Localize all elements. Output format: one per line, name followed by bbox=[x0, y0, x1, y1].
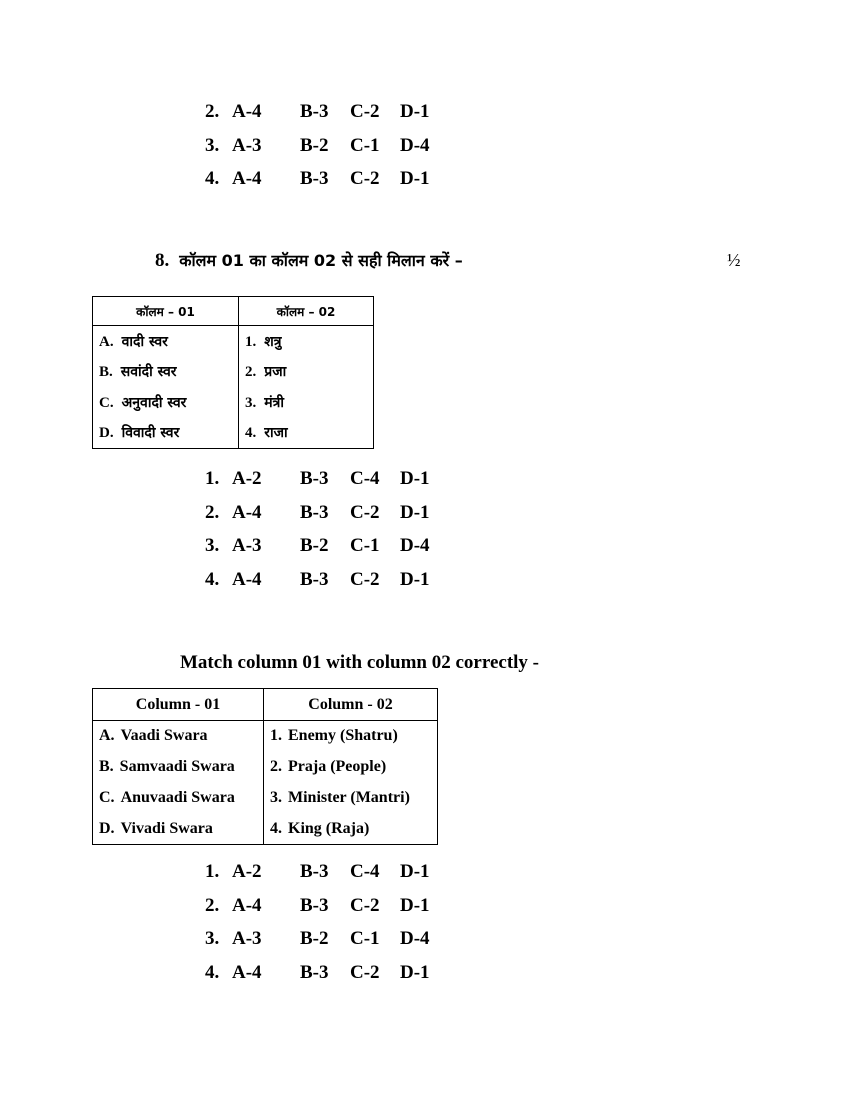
option-row bbox=[205, 462, 465, 496]
option-b: B-3 bbox=[300, 501, 329, 523]
option-c: C-1 bbox=[350, 134, 380, 156]
table-cell bbox=[93, 721, 264, 752]
option-row bbox=[205, 496, 465, 530]
option-d: D-1 bbox=[400, 168, 430, 189]
cell-text: शत्रु bbox=[264, 333, 282, 350]
cell-text: सवांदी स्वर bbox=[120, 364, 177, 381]
option-d: D-1 bbox=[400, 468, 430, 489]
row-label: 2. bbox=[245, 364, 257, 381]
option-d: D-4 bbox=[400, 535, 430, 556]
option-c: C-2 bbox=[350, 894, 380, 916]
option-row bbox=[205, 889, 465, 923]
option-b: B-3 bbox=[300, 894, 329, 916]
option-number: 2. bbox=[205, 101, 220, 122]
cell-text: विवादी स्वर bbox=[121, 425, 180, 442]
english-question-heading: Match column 01 with column 02 correctly - bbox=[180, 652, 540, 673]
option-c: C-1 bbox=[350, 928, 380, 949]
question-number: 8. bbox=[155, 250, 170, 271]
table-cell bbox=[239, 387, 374, 418]
row-label: A. bbox=[99, 727, 115, 745]
row-label: B. bbox=[99, 758, 114, 776]
table-cell bbox=[93, 418, 239, 449]
option-b: B-3 bbox=[300, 568, 329, 590]
row-label: 4. bbox=[270, 819, 282, 837]
row-label: A. bbox=[99, 333, 114, 350]
row-label: C. bbox=[99, 788, 115, 806]
option-c: C-1 bbox=[350, 535, 380, 556]
option-b: B-3 bbox=[300, 101, 329, 122]
option-a: A-4 bbox=[232, 101, 262, 122]
cell-text: अनुवादी स्वर bbox=[121, 394, 187, 411]
row-label: 1. bbox=[245, 333, 257, 350]
option-number: 4. bbox=[205, 961, 220, 983]
column-header: Column - 01 bbox=[93, 689, 264, 721]
option-b: B-3 bbox=[300, 961, 329, 983]
question-marks: ½ bbox=[727, 250, 741, 270]
option-b: B-3 bbox=[300, 168, 329, 189]
option-row bbox=[205, 956, 465, 990]
option-c: C-2 bbox=[350, 501, 380, 523]
option-c: C-2 bbox=[350, 168, 380, 189]
cell-text: प्रजा bbox=[264, 364, 287, 381]
option-row bbox=[205, 129, 465, 163]
table-cell bbox=[264, 721, 438, 752]
table-row bbox=[93, 326, 374, 357]
option-row bbox=[205, 529, 465, 563]
table-row bbox=[93, 752, 438, 783]
option-number: 4. bbox=[205, 568, 220, 590]
option-a: A-4 bbox=[232, 501, 262, 523]
cell-text: वादी स्वर bbox=[121, 333, 168, 350]
cell-text: Vivadi Swara bbox=[120, 819, 213, 837]
row-label: 2. bbox=[270, 758, 282, 776]
option-b: B-2 bbox=[300, 928, 329, 949]
option-row bbox=[205, 855, 465, 889]
option-a: A-3 bbox=[232, 928, 262, 949]
row-label: D. bbox=[99, 425, 114, 442]
options-hindi bbox=[205, 462, 465, 596]
option-number: 3. bbox=[205, 928, 220, 949]
table-row bbox=[93, 357, 374, 388]
column-header: Column - 02 bbox=[264, 689, 438, 721]
cell-text: King (Raja) bbox=[288, 819, 370, 837]
table-header-row bbox=[93, 689, 438, 721]
row-label: C. bbox=[99, 394, 114, 411]
option-b: B-2 bbox=[300, 535, 329, 556]
table-cell bbox=[93, 813, 264, 844]
cell-text: Minister (Mantri) bbox=[288, 788, 410, 806]
options-english bbox=[205, 855, 465, 989]
option-c: C-2 bbox=[350, 101, 380, 122]
option-d: D-1 bbox=[400, 961, 430, 983]
cell-text: Enemy (Shatru) bbox=[288, 727, 398, 745]
option-a: A-4 bbox=[232, 568, 262, 590]
option-d: D-1 bbox=[400, 568, 430, 590]
table-cell bbox=[264, 783, 438, 814]
cell-text: Praja (People) bbox=[288, 758, 387, 776]
cell-text: मंत्री bbox=[264, 394, 284, 411]
option-d: D-1 bbox=[400, 894, 430, 916]
row-label: D. bbox=[99, 819, 115, 837]
row-label: 4. bbox=[245, 425, 257, 442]
option-c: C-4 bbox=[350, 468, 380, 489]
option-number: 2. bbox=[205, 894, 220, 916]
options-top bbox=[205, 95, 465, 196]
option-d: D-4 bbox=[400, 134, 430, 156]
option-row bbox=[205, 95, 465, 129]
option-d: D-1 bbox=[400, 101, 430, 122]
option-number: 3. bbox=[205, 134, 220, 156]
table-row bbox=[93, 813, 438, 844]
option-a: A-3 bbox=[232, 535, 262, 556]
cell-text: Vaadi Swara bbox=[120, 727, 208, 745]
table-row bbox=[93, 418, 374, 449]
table-cell bbox=[264, 752, 438, 783]
table-cell bbox=[93, 752, 264, 783]
match-table-hindi bbox=[92, 296, 374, 449]
option-number: 2. bbox=[205, 501, 220, 523]
option-c: C-2 bbox=[350, 961, 380, 983]
option-d: D-4 bbox=[400, 928, 430, 949]
option-b: B-3 bbox=[300, 468, 329, 489]
match-table-english bbox=[92, 688, 438, 845]
option-a: A-2 bbox=[232, 861, 262, 882]
option-a: A-4 bbox=[232, 168, 262, 189]
cell-text: Samvaadi Swara bbox=[119, 758, 235, 776]
row-label: 1. bbox=[270, 727, 282, 745]
option-b: B-2 bbox=[300, 134, 329, 156]
column-header: कॉलम – 02 bbox=[239, 297, 374, 326]
table-cell bbox=[93, 783, 264, 814]
option-d: D-1 bbox=[400, 861, 430, 882]
table-cell bbox=[239, 326, 374, 357]
option-c: C-4 bbox=[350, 861, 380, 882]
option-number: 1. bbox=[205, 861, 220, 882]
table-row bbox=[93, 783, 438, 814]
table-cell bbox=[239, 357, 374, 388]
question-8 bbox=[155, 249, 463, 272]
row-label: B. bbox=[99, 364, 113, 381]
table-cell bbox=[93, 326, 239, 357]
table-row bbox=[93, 721, 438, 752]
cell-text: राजा bbox=[264, 425, 288, 442]
option-number: 4. bbox=[205, 168, 220, 189]
row-label: 3. bbox=[270, 788, 282, 806]
table-cell bbox=[93, 357, 239, 388]
option-row bbox=[205, 162, 465, 196]
cell-text: Anuvaadi Swara bbox=[120, 788, 235, 806]
row-label: 3. bbox=[245, 394, 257, 411]
option-a: A-3 bbox=[232, 134, 262, 156]
table-header-row bbox=[93, 297, 374, 326]
option-number: 3. bbox=[205, 535, 220, 556]
option-row bbox=[205, 563, 465, 597]
option-row bbox=[205, 922, 465, 956]
option-number: 1. bbox=[205, 468, 220, 489]
option-a: A-2 bbox=[232, 468, 262, 489]
table-row bbox=[93, 387, 374, 418]
question-text: कॉलम 01 का कॉलम 02 से सही मिलान करें – bbox=[179, 251, 463, 270]
option-c: C-2 bbox=[350, 568, 380, 590]
option-d: D-1 bbox=[400, 501, 430, 523]
option-b: B-3 bbox=[300, 861, 329, 882]
table-cell bbox=[239, 418, 374, 449]
option-a: A-4 bbox=[232, 961, 262, 983]
table-cell bbox=[264, 813, 438, 844]
table-cell bbox=[93, 387, 239, 418]
option-a: A-4 bbox=[232, 894, 262, 916]
column-header: कॉलम – 01 bbox=[93, 297, 239, 326]
